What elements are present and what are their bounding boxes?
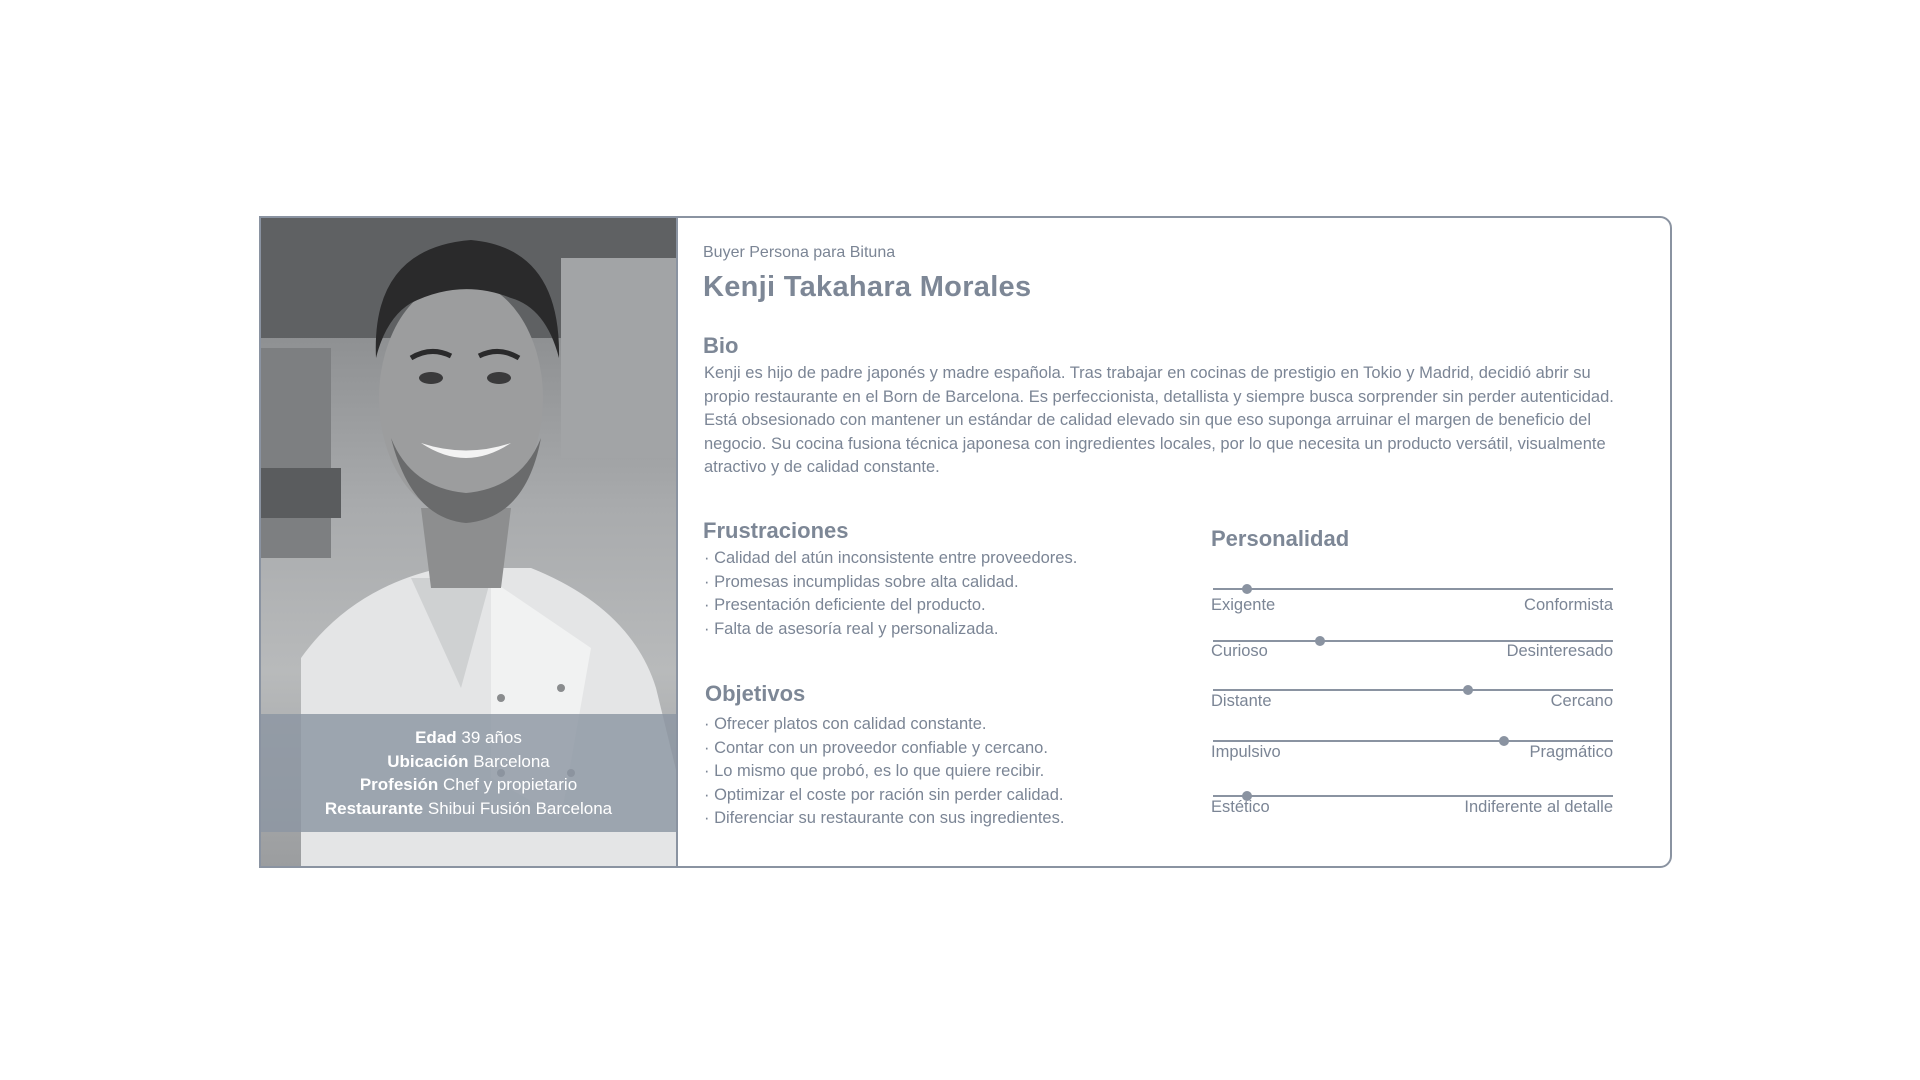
scale-marker [1463,685,1473,695]
profile-info-band [261,714,676,832]
list-item: · Lo mismo que probó, es lo que quiere recibir. [704,762,1045,780]
scale-line [1213,795,1613,797]
scale-left-label: Curioso [1211,642,1268,660]
scale-right-label: Indiferente al detalle [1464,798,1613,816]
list-item: · Ofrecer platos con calidad constante. [704,715,987,733]
objectives-heading: Objetivos [705,681,806,706]
scale-right-label: Pragmático [1529,743,1613,761]
profile-location: Ubicación Barcelona [387,751,550,771]
personality-scale [1211,740,1613,770]
scale-right-label: Desinteresado [1506,642,1613,660]
profile-age: Edad 39 años [415,728,522,747]
scale-line [1213,689,1613,691]
scale-left-label: Estético [1211,798,1270,816]
scale-right-label: Conformista [1524,596,1613,614]
frustrations-list [704,547,1077,641]
list-item: · Diferenciar su restaurante con sus ingredientes. [704,809,1065,827]
list-item: · Calidad del atún inconsistente entre proveedores. [704,549,1078,567]
scale-right-label: Cercano [1550,692,1613,710]
personality-scale [1211,795,1613,825]
personality-scale [1211,689,1613,719]
frustrations-heading: Frustraciones [703,518,849,543]
persona-card [259,216,1672,868]
scale-marker [1499,736,1509,746]
persona-content [703,218,1670,866]
bio-text: Kenji es hijo de padre japonés y madre española. Tras trabajar en cocinas de prestigio en Tokio y Madrid, decidió abrir su propio restaurante en el Born de Barcelona. Es perfeccionista, detallista y siempre busca sorprender sin perder autenticidad. Está obsesionado con mantener un estándar de calidad elevado sin que eso suponga arruinar el margen de beneficio del negocio. Su cocina fusiona técnica japonesa con ingredientes locales, por lo que necesita un producto versátil, visualmente atractivo y de calidad constante. [704,364,1614,476]
scale-left-label: Distante [1211,692,1272,710]
scale-line [1213,740,1613,742]
persona-name: Kenji Takahara Morales [703,271,1032,303]
list-item: · Promesas incumplidas sobre alta calidad. [704,572,1019,591]
profile-profession: Profesión Chef y propietario [359,775,578,794]
personality-scale [1211,588,1613,618]
scale-marker [1242,584,1252,594]
scale-line [1213,588,1613,590]
scale-left-label: Exigente [1211,596,1276,614]
card-subtitle: Buyer Persona para Bituna [703,244,896,261]
scale-marker [1315,636,1325,646]
personality-scale [1211,640,1613,670]
personality-heading: Personalidad [1211,526,1350,551]
list-item: · Optimizar el coste por ración sin perder calidad. [704,785,1064,804]
list-item: · Falta de asesoría real y personalizada. [704,619,999,638]
profile-restaurant: Restaurante Shibui Fusión Barcelona [324,798,613,818]
list-item: · Contar con un proveedor confiable y cercano. [704,738,1048,757]
objectives-list [704,713,1064,831]
bio-heading: Bio [703,333,739,358]
chef-portrait [261,218,678,866]
list-item: · Presentación deficiente del producto. [704,596,986,614]
scale-left-label: Impulsivo [1211,743,1281,761]
